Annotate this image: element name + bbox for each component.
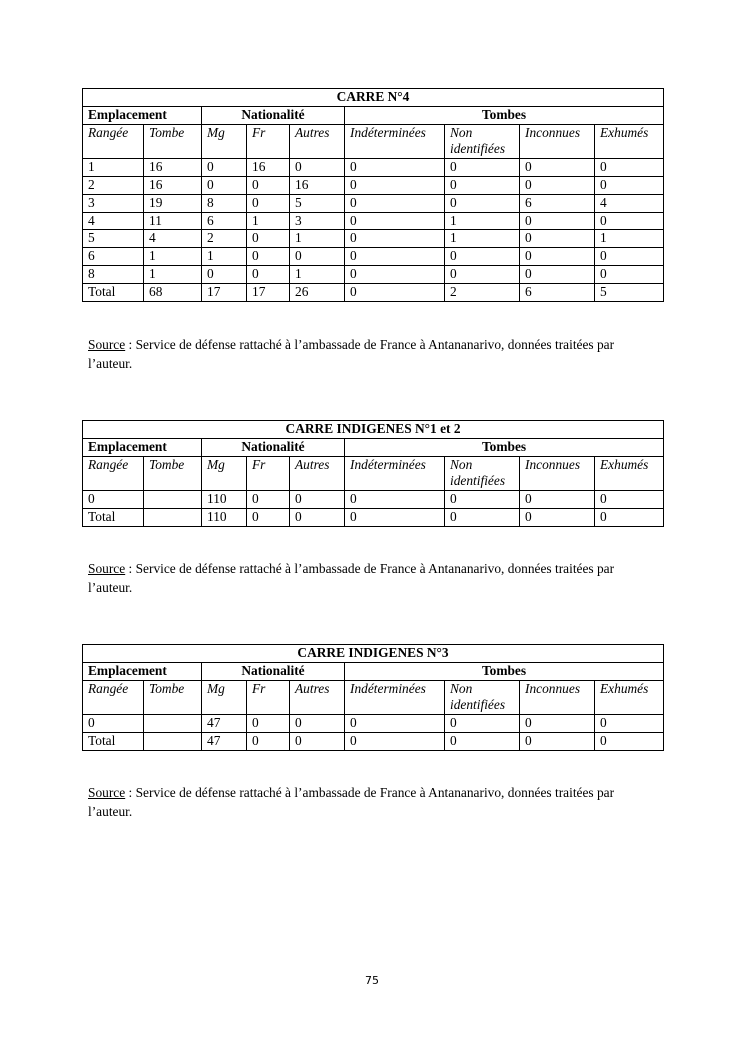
table-row	[83, 176, 664, 194]
table-cell: 26	[290, 283, 345, 301]
header-emplacement: Emplacement	[83, 106, 202, 124]
table-cell: 0	[345, 283, 445, 301]
subheader-exhumes: Exhumés	[595, 456, 664, 491]
subheader-indeterminees: Indéterminées	[345, 456, 445, 491]
table-cell: 4	[144, 230, 202, 248]
table-cell: 0	[520, 508, 595, 526]
table-row	[83, 194, 664, 212]
table-cell: 47	[202, 732, 247, 750]
table-cell: 17	[202, 283, 247, 301]
table-cell: 11	[144, 212, 202, 230]
table-carre-indigenes-1-2	[82, 420, 664, 527]
table-cell: 3	[290, 212, 345, 230]
table-cell: 0	[247, 265, 290, 283]
table-cell: 1	[445, 230, 520, 248]
table-cell: 0	[247, 248, 290, 266]
subheader-fr: Fr	[247, 124, 290, 159]
header-tombes: Tombes	[345, 106, 664, 124]
table-cell: 0	[290, 491, 345, 509]
table-cell: 16	[247, 159, 290, 177]
table-cell: 0	[445, 508, 520, 526]
table-cell: 0	[445, 159, 520, 177]
table-cell: 1	[445, 212, 520, 230]
table-cell: 0	[520, 159, 595, 177]
table-cell: 1	[595, 230, 664, 248]
header-tombes: Tombes	[345, 438, 664, 456]
subheader-indeterminees: Indéterminées	[345, 680, 445, 715]
table-cell: 0	[247, 194, 290, 212]
table-cell: 16	[144, 159, 202, 177]
table-cell: 0	[520, 248, 595, 266]
table-cell: 0	[520, 230, 595, 248]
subheader-indeterminees: Indéterminées	[345, 124, 445, 159]
table-cell: 68	[144, 283, 202, 301]
header-nationalite: Nationalité	[202, 106, 345, 124]
table-cell: 0	[445, 715, 520, 733]
subheader-autres: Autres	[290, 680, 345, 715]
table-cell: 0	[290, 732, 345, 750]
table-cell: 47	[202, 715, 247, 733]
table-cell: 0	[345, 715, 445, 733]
total-row	[83, 732, 664, 750]
table-cell: 0	[520, 212, 595, 230]
table-cell: 0	[345, 212, 445, 230]
table-cell: 0	[595, 159, 664, 177]
table-cell: 0	[520, 715, 595, 733]
table-cell: 0	[445, 732, 520, 750]
subheader-row	[83, 680, 664, 715]
subheader-fr: Fr	[247, 456, 290, 491]
table-cell: 8	[83, 265, 144, 283]
table-cell: 0	[595, 508, 664, 526]
table-cell: 0	[290, 715, 345, 733]
subheader-autres: Autres	[290, 456, 345, 491]
source-note	[88, 559, 648, 597]
total-row	[83, 508, 664, 526]
source-note	[88, 335, 648, 373]
table-cell: 0	[247, 508, 290, 526]
table-cell: 19	[144, 194, 202, 212]
table-carre-4	[82, 88, 664, 302]
table-cell: 0	[520, 491, 595, 509]
table-cell: Total	[83, 508, 144, 526]
table-cell: 0	[345, 194, 445, 212]
table-cell: 1	[247, 212, 290, 230]
subheader-non-identifiees: Non identifiées	[445, 124, 520, 159]
table-cell: 3	[83, 194, 144, 212]
table-cell: 0	[202, 159, 247, 177]
table-cell: Total	[83, 283, 144, 301]
subheader-non-identifiees: Non identifiées	[445, 680, 520, 715]
table-row	[83, 159, 664, 177]
table-cell: 0	[595, 265, 664, 283]
subheader-inconnues: Inconnues	[520, 124, 595, 159]
table-cell: 0	[595, 732, 664, 750]
table-cell: 2	[83, 176, 144, 194]
table-title: CARRE INDIGENES N°1 et 2	[83, 421, 664, 439]
table-cell: 0	[345, 508, 445, 526]
subheader-tombe: Tombe	[144, 680, 202, 715]
table-cell: 1	[144, 265, 202, 283]
table-cell: 0	[83, 491, 144, 509]
table-cell: 0	[290, 248, 345, 266]
subheader-row	[83, 456, 664, 491]
table-cell: 0	[445, 248, 520, 266]
table-cell: 0	[520, 265, 595, 283]
table-cell: 2	[202, 230, 247, 248]
table-cell: 1	[144, 248, 202, 266]
table-cell: 1	[83, 159, 144, 177]
table-cell	[144, 732, 202, 750]
subheader-tombe: Tombe	[144, 124, 202, 159]
subheader-fr: Fr	[247, 680, 290, 715]
table-cell: 1	[290, 230, 345, 248]
table-cell: 0	[290, 159, 345, 177]
table-cell: 0	[520, 732, 595, 750]
table-cell: 0	[595, 176, 664, 194]
table-cell: 0	[345, 248, 445, 266]
table-row	[83, 265, 664, 283]
table-cell: 0	[595, 248, 664, 266]
table-cell: 0	[202, 265, 247, 283]
table-cell	[144, 508, 202, 526]
table-cell: 0	[345, 159, 445, 177]
table-cell: 4	[595, 194, 664, 212]
table-cell: 5	[83, 230, 144, 248]
table-cell: 0	[595, 212, 664, 230]
table-cell: 0	[247, 715, 290, 733]
subheader-mg: Mg	[202, 680, 247, 715]
source-label: Source	[88, 785, 126, 800]
table-cell: 0	[445, 176, 520, 194]
table-cell: 0	[445, 491, 520, 509]
table-cell	[144, 715, 202, 733]
table-cell: 0	[290, 508, 345, 526]
table-cell: 0	[247, 230, 290, 248]
source-text: : Service de défense rattaché à l’ambassade de France à Antananarivo, données traitées par l’auteur.	[88, 785, 615, 819]
source-text: : Service de défense rattaché à l’ambassade de France à Antananarivo, données traitées par l’auteur.	[88, 561, 615, 595]
table-cell: 0	[345, 491, 445, 509]
table-cell	[144, 491, 202, 509]
subheader-non-identifiees: Non identifiées	[445, 456, 520, 491]
total-row	[83, 283, 664, 301]
subheader-rangee: Rangée	[83, 680, 144, 715]
table-title: CARRE N°4	[83, 89, 664, 107]
subheader-mg: Mg	[202, 456, 247, 491]
source-text: : Service de défense rattaché à l’ambassade de France à Antananarivo, données traitées par l’auteur.	[88, 337, 615, 371]
table-cell: 0	[247, 176, 290, 194]
table-cell: 6	[83, 248, 144, 266]
table-cell: 2	[445, 283, 520, 301]
header-nationalite: Nationalité	[202, 662, 345, 680]
source-label: Source	[88, 561, 126, 576]
table-cell: 17	[247, 283, 290, 301]
table-cell: 8	[202, 194, 247, 212]
subheader-autres: Autres	[290, 124, 345, 159]
table-cell: 110	[202, 508, 247, 526]
table-cell: 1	[202, 248, 247, 266]
page-number: 75	[365, 974, 379, 987]
table-row	[83, 491, 664, 509]
table-cell: 0	[595, 715, 664, 733]
header-emplacement: Emplacement	[83, 438, 202, 456]
table-cell: 0	[202, 176, 247, 194]
table-cell: 0	[445, 265, 520, 283]
table-cell: 1	[290, 265, 345, 283]
table-row	[83, 212, 664, 230]
table-cell: Total	[83, 732, 144, 750]
table-carre-indigenes-3	[82, 644, 664, 751]
table-cell: 6	[520, 283, 595, 301]
source-note	[88, 783, 648, 821]
table-cell: 5	[595, 283, 664, 301]
table-cell: 0	[520, 176, 595, 194]
table-cell: 0	[345, 732, 445, 750]
header-nationalite: Nationalité	[202, 438, 345, 456]
subheader-rangee: Rangée	[83, 456, 144, 491]
subheader-rangee: Rangée	[83, 124, 144, 159]
table-cell: 0	[345, 176, 445, 194]
table-cell: 5	[290, 194, 345, 212]
table-cell: 110	[202, 491, 247, 509]
subheader-row	[83, 124, 664, 159]
table-cell: 0	[595, 491, 664, 509]
table-cell: 0	[345, 265, 445, 283]
subheader-inconnues: Inconnues	[520, 680, 595, 715]
table-cell: 16	[290, 176, 345, 194]
header-emplacement: Emplacement	[83, 662, 202, 680]
table-title: CARRE INDIGENES N°3	[83, 645, 664, 663]
table-cell: 16	[144, 176, 202, 194]
table-cell: 6	[520, 194, 595, 212]
subheader-inconnues: Inconnues	[520, 456, 595, 491]
table-cell: 0	[247, 491, 290, 509]
table-cell: 4	[83, 212, 144, 230]
table-row	[83, 248, 664, 266]
header-tombes: Tombes	[345, 662, 664, 680]
subheader-exhumes: Exhumés	[595, 680, 664, 715]
table-row	[83, 230, 664, 248]
table-cell: 0	[345, 230, 445, 248]
table-row	[83, 715, 664, 733]
subheader-exhumes: Exhumés	[595, 124, 664, 159]
table-cell: 0	[247, 732, 290, 750]
subheader-tombe: Tombe	[144, 456, 202, 491]
table-cell: 0	[83, 715, 144, 733]
table-cell: 0	[445, 194, 520, 212]
table-cell: 6	[202, 212, 247, 230]
source-label: Source	[88, 337, 126, 352]
subheader-mg: Mg	[202, 124, 247, 159]
